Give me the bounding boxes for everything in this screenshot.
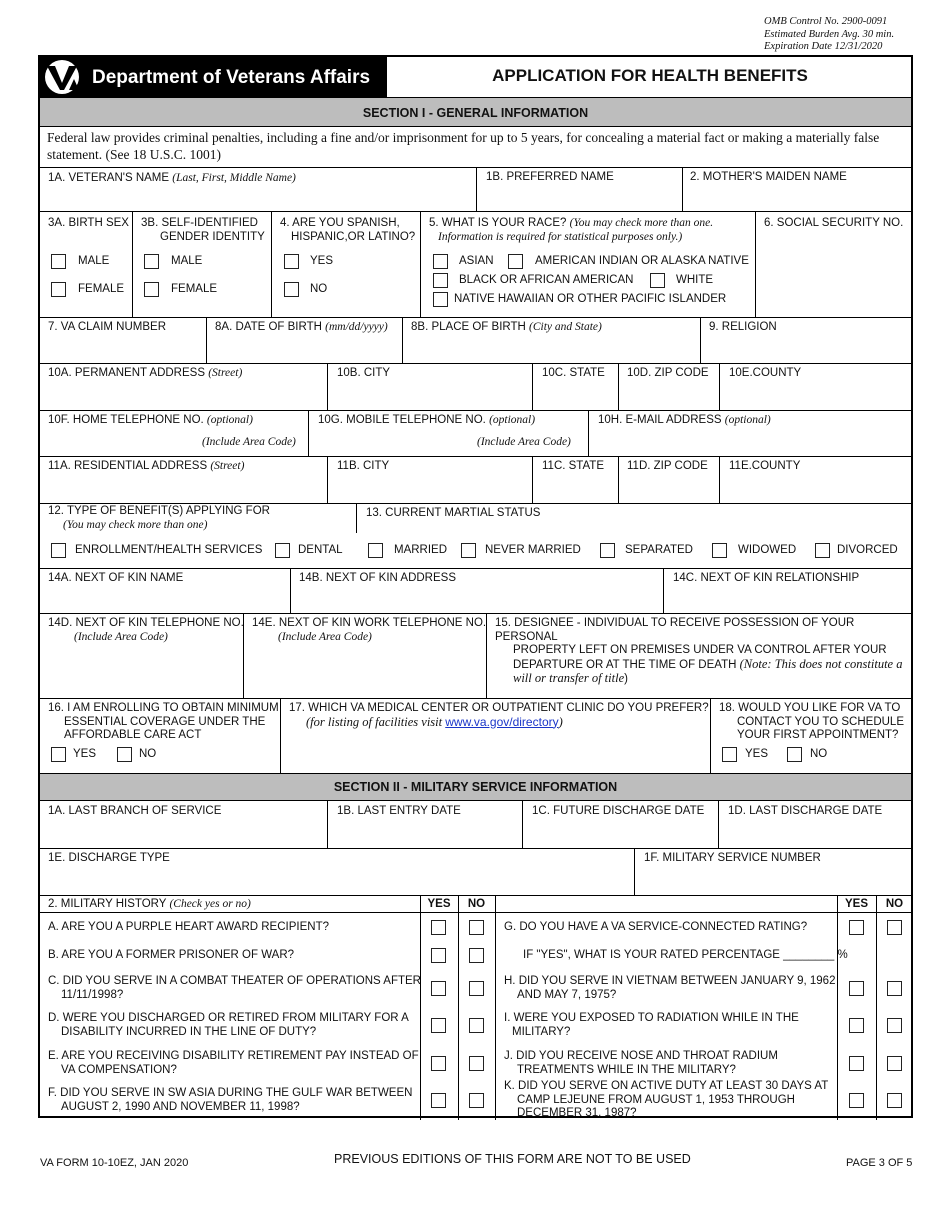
marital-never-married-label: NEVER MARRIED [485,544,581,556]
aca-yes-label: YES [73,748,97,760]
f3a-label: 3A. BIRTH SEX [48,217,129,229]
f9-label: 9. RELIGION [709,321,777,333]
question-d-yes-checkbox[interactable] [431,1018,446,1033]
agency-banner [40,57,387,97]
question-f-yes-checkbox[interactable] [431,1093,446,1108]
benefit-enrollment-checkbox[interactable] [51,543,66,558]
question-h: H. DID YOU SERVE IN VIETNAM BETWEEN JANUARY 9, 1962 AND MAY 7, 1975? [504,975,836,1001]
right-yes-header: YES [844,898,868,910]
s2-f1f-label: 1F. MILITARY SERVICE NUMBER [644,852,821,864]
f11c-label: 11C. STATE [542,460,604,472]
hispanic-no-label: NO [310,283,328,295]
question-i-no-checkbox[interactable] [887,1018,902,1033]
f10c-label: 10C. STATE [542,367,605,379]
question-h-yes-checkbox[interactable] [849,981,864,996]
race-aian-label: AMERICAN INDIAN OR ALASKA NATIVE [535,255,749,267]
question-g-no-checkbox[interactable] [887,920,902,935]
question-a-no-checkbox[interactable] [469,920,484,935]
f5-label: 5. WHAT IS YOUR RACE? (You may check more than one. Information is required for statistical purposes only.) [429,217,714,243]
aca-no-label: NO [139,748,157,760]
question-i-yes-checkbox[interactable] [849,1018,864,1033]
race-nhpi-label: NATIVE HAWAIIAN OR OTHER PACIFIC ISLANDER [454,293,727,305]
f11b-label: 11B. CITY [337,460,390,472]
question-g: G. DO YOU HAVE A VA SERVICE-CONNECTED RATING? [504,921,808,933]
appointment-no-label: NO [810,748,828,760]
s2-f2-label: 2. MILITARY HISTORY (Check yes or no) [48,898,251,910]
marital-widowed-checkbox[interactable] [712,543,727,558]
penalty-warning: Federal law provides criminal penalties, including a fine and/or imprisonment for up to 5 years, for concealing a material fact or making a materially false statement. (See 18 U.S.C. 1001) [47,130,880,162]
aca-yes-checkbox[interactable] [51,747,66,762]
question-g-percentage: IF "YES", WHAT IS YOUR RATED PERCENTAGE ________ % [523,949,848,961]
question-f: F. DID YOU SERVE IN SW ASIA DURING THE GULF WAR BETWEEN AUGUST 2, 1990 AND NOVEMBER 11, 1998? [48,1087,413,1113]
f17-label: 17. WHICH VA MEDICAL CENTER OR OUTPATIENT CLINIC DO YOU PREFER? (for listing of facilities visit www.va.gov/directory) [289,702,709,729]
marital-separated-label: SEPARATED [625,544,693,556]
birth-sex-female-label: FEMALE [78,283,125,295]
f1b-label: 1B. PREFERRED NAME [486,171,614,183]
question-c-yes-checkbox[interactable] [431,981,446,996]
f10f-label: 10F. HOME TELEPHONE NO. (optional) [48,414,253,426]
marital-never-married-checkbox[interactable] [461,543,476,558]
benefit-dental-label: DENTAL [298,544,343,556]
right-no-header: NO [885,898,904,910]
question-d: D. WERE YOU DISCHARGED OR RETIRED FROM MILITARY FOR A DISABILITY INCURRED IN THE LINE OF DUTY? [48,1012,409,1038]
f10g-area-code-note: (Include Area Code) [477,436,571,448]
appointment-no-checkbox[interactable] [787,747,802,762]
race-asian-label: ASIAN [459,255,494,267]
f14d-label: 14D. NEXT OF KIN TELEPHONE NO. (Include Area Code) [48,617,244,643]
question-j-no-checkbox[interactable] [887,1056,902,1071]
question-c: C. DID YOU SERVE IN A COMBAT THEATER OF OPERATIONS AFTER 11/11/1998? [48,975,421,1001]
s2-f1b-label: 1B. LAST ENTRY DATE [337,805,461,817]
marital-married-label: MARRIED [394,544,448,556]
f6-label: 6. SOCIAL SECURITY NO. [764,217,904,229]
race-black-label: BLACK OR AFRICAN AMERICAN [459,274,634,286]
va-seal-icon [42,59,86,95]
gender-male-label: MALE [171,255,203,267]
question-c-no-checkbox[interactable] [469,981,484,996]
page-number: PAGE 3 OF 5 [846,1157,913,1169]
question-f-no-checkbox[interactable] [469,1093,484,1108]
f10d-label: 10D. ZIP CODE [627,367,709,379]
editions-notice: PREVIOUS EDITIONS OF THIS FORM ARE NOT TO BE USED [334,1152,691,1166]
omb-block [764,16,894,54]
benefit-enrollment-label: ENROLLMENT/HEALTH SERVICES [75,544,263,556]
section1-title: SECTION I - GENERAL INFORMATION [40,97,911,127]
f14c-label: 14C. NEXT OF KIN RELATIONSHIP [673,572,860,584]
s2-f1c-label: 1C. FUTURE DISCHARGE DATE [532,805,705,817]
f1a-label: 1A. VETERAN'S NAME (Last, First, Middle Name) [48,172,296,184]
f13-label: 13. CURRENT MARTIAL STATUS [366,507,541,519]
form-title: APPLICATION FOR HEALTH BENEFITS [492,66,808,85]
question-e: E. ARE YOU RECEIVING DISABILITY RETIREMENT PAY INSTEAD OF VA COMPENSATION? [48,1050,419,1076]
f8b-label: 8B. PLACE OF BIRTH (City and State) [411,321,602,333]
race-nhpi-checkbox[interactable] [433,292,448,307]
question-a-yes-checkbox[interactable] [431,920,446,935]
left-yes-header: YES [427,898,451,910]
race-black-checkbox[interactable] [433,273,448,288]
race-aian-checkbox[interactable] [508,254,523,269]
question-e-no-checkbox[interactable] [469,1056,484,1071]
benefit-dental-checkbox[interactable] [275,543,290,558]
f15-label: 15. DESIGNEE - INDIVIDUAL TO RECEIVE POSSESSION OF YOUR PERSONAL PROPERTY LEFT ON PREMISES UNDER VA CONTROL AFTER YOUR DEPARTURE OR AT THE TIME OF DEATH (Note: This does not constitute a will or transfer of title) [495,617,903,685]
f18-label: 18. WOULD YOU LIKE FOR VA TO CONTACT YOU TO SCHEDULE YOUR FIRST APPOINTMENT? [719,702,904,741]
marital-separated-checkbox[interactable] [600,543,615,558]
section2-title: SECTION II - MILITARY SERVICE INFORMATION [40,774,911,801]
aca-no-checkbox[interactable] [117,747,132,762]
race-white-label: WHITE [676,274,714,286]
marital-divorced-label: DIVORCED [837,544,898,556]
birth-sex-male-label: MALE [78,255,110,267]
question-h-no-checkbox[interactable] [887,981,902,996]
question-e-yes-checkbox[interactable] [431,1056,446,1071]
omb-burden: Estimated Burden Avg. 30 min. [764,28,895,40]
f16-label: 16. I AM ENROLLING TO OBTAIN MINIMUM ESSENTIAL COVERAGE UNDER THE AFFORDABLE CARE ACT [48,702,279,741]
f10a-label: 10A. PERMANENT ADDRESS (Street) [48,367,243,379]
question-b-yes-checkbox[interactable] [431,948,446,963]
omb-control: OMB Control No. 2900-0091 [764,16,888,27]
marital-widowed-label: WIDOWED [738,544,797,556]
f10b-label: 10B. CITY [337,367,391,379]
question-b: B. ARE YOU A FORMER PRISONER OF WAR? [48,949,295,961]
birth-sex-female-checkbox[interactable] [51,282,66,297]
race-asian-checkbox[interactable] [433,254,448,269]
gender-female-label: FEMALE [171,283,218,295]
hispanic-yes-label: YES [310,255,334,267]
birth-sex-male-checkbox[interactable] [51,254,66,269]
agency-name: Department of Veterans Affairs [92,67,371,88]
question-b-no-checkbox[interactable] [469,948,484,963]
appointment-yes-label: YES [745,748,769,760]
f11a-label: 11A. RESIDENTIAL ADDRESS (Street) [48,460,245,472]
left-no-header: NO [467,898,486,910]
marital-married-checkbox[interactable] [368,543,383,558]
f4-label: 4. ARE YOU SPANISH, HISPANIC,OR LATINO? [280,217,416,243]
f11e-label: 11E.COUNTY [729,460,801,472]
f10e-label: 10E.COUNTY [729,367,802,379]
f12-label: 12. TYPE OF BENEFIT(S) APPLYING FOR (You may check more than one) [48,505,270,531]
question-k-no-checkbox[interactable] [887,1093,902,1108]
hispanic-yes-checkbox[interactable] [284,254,299,269]
question-k: K. DID YOU SERVE ON ACTIVE DUTY AT LEAST 30 DAYS AT CAMP LEJEUNE FROM AUGUST 1, 1953 THROUGH DECEMBER 31, 1987? [504,1080,829,1119]
f10h-label: 10H. E-MAIL ADDRESS (optional) [598,414,771,426]
s2-f1e-label: 1E. DISCHARGE TYPE [48,852,170,864]
question-j: J. DID YOU RECEIVE NOSE AND THROAT RADIUM TREATMENTS WHILE IN THE MILITARY? [504,1050,778,1076]
f14a-label: 14A. NEXT OF KIN NAME [48,572,184,584]
marital-divorced-checkbox[interactable] [815,543,830,558]
health-benefits-form [38,55,913,1118]
f10f-area-code-note: (Include Area Code) [202,436,296,448]
question-k-yes-checkbox[interactable] [849,1093,864,1108]
s2-f1d-label: 1D. LAST DISCHARGE DATE [728,805,883,817]
question-i: I. WERE YOU EXPOSED TO RADIATION WHILE IN THE MILITARY? [504,1012,799,1038]
question-j-yes-checkbox[interactable] [849,1056,864,1071]
f14b-label: 14B. NEXT OF KIN ADDRESS [299,572,457,584]
question-a: A. ARE YOU A PURPLE HEART AWARD RECIPIENT? [48,921,329,933]
f11d-label: 11D. ZIP CODE [627,460,708,472]
appointment-yes-checkbox[interactable] [722,747,737,762]
hispanic-no-checkbox[interactable] [284,282,299,297]
f10g-label: 10G. MOBILE TELEPHONE NO. (optional) [318,414,536,426]
va-directory-link[interactable]: www.va.gov/directory [445,714,559,729]
race-white-checkbox[interactable] [650,273,665,288]
f3b-label: 3B. SELF-IDENTIFIED GENDER IDENTITY [141,217,265,243]
s2-f1a-label: 1A. LAST BRANCH OF SERVICE [48,805,222,817]
f2-label: 2. MOTHER'S MAIDEN NAME [690,171,847,183]
gender-female-checkbox[interactable] [144,282,159,297]
question-g-yes-checkbox[interactable] [849,920,864,935]
f14e-label: 14E. NEXT OF KIN WORK TELEPHONE NO. (Include Area Code) [252,617,487,643]
gender-male-checkbox[interactable] [144,254,159,269]
question-d-no-checkbox[interactable] [469,1018,484,1033]
f8a-label: 8A. DATE OF BIRTH (mm/dd/yyyy) [215,321,388,333]
omb-expiration: Expiration Date 12/31/2020 [764,41,883,52]
form-id: VA FORM 10-10EZ, JAN 2020 [40,1157,189,1169]
f7-label: 7. VA CLAIM NUMBER [48,321,167,333]
